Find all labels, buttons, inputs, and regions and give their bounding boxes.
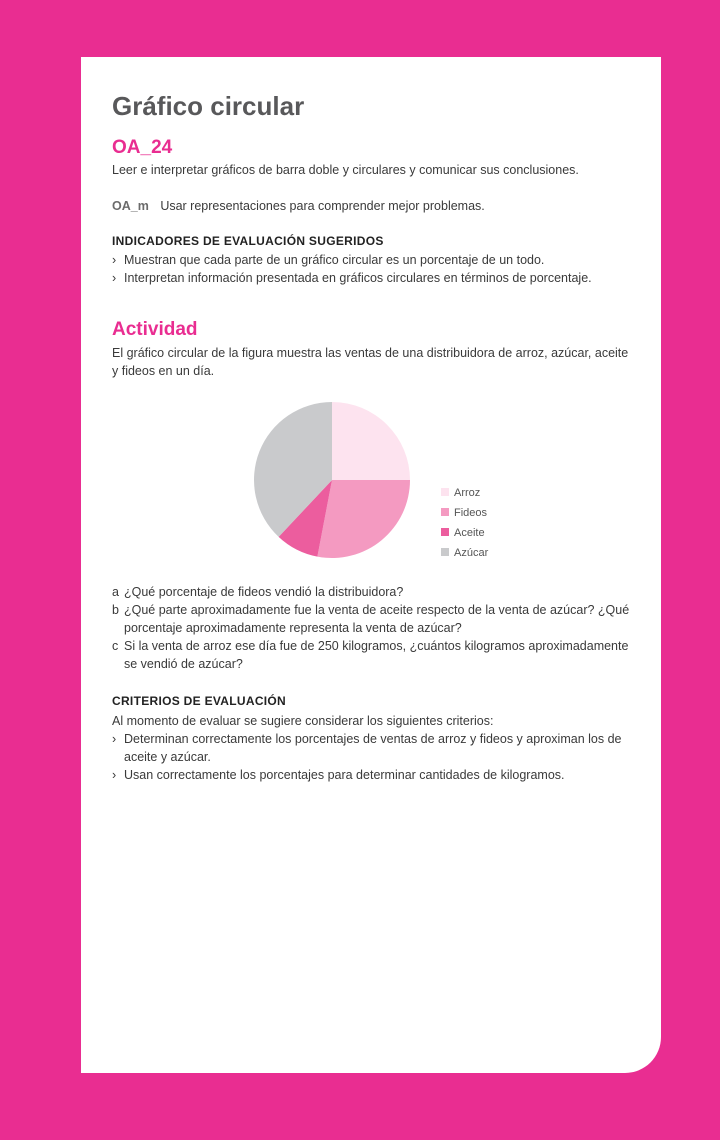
question-text: ¿Qué porcentaje de fideos vendió la distribuidora?: [124, 585, 404, 599]
question-letter: c: [112, 639, 119, 653]
questions-list: [112, 583, 637, 673]
legend-swatch: [441, 488, 449, 496]
oam-description: Usar representaciones para comprender mejor problemas.: [160, 199, 485, 213]
question-text: ¿Qué parte aproximadamente fue la venta de aceite respecto de la venta de azúcar? ¿Qué porcentaje aproximadamente representa la venta de azúcar?: [124, 603, 630, 635]
legend-swatch: [441, 528, 449, 536]
criteria-list: [112, 730, 637, 784]
question-letter: a: [112, 585, 119, 599]
legend-swatch: [441, 548, 449, 556]
question-letter: b: [112, 603, 119, 617]
page-title: Gráfico circular: [112, 91, 305, 121]
legend-swatch: [441, 508, 449, 516]
oa-code: OA_24: [112, 137, 173, 158]
pie-slice-fideos: [317, 480, 410, 558]
question-item: [112, 637, 637, 673]
indicator-text: Muestran que cada parte de un gráfico circular es un porcentaje de un todo.: [124, 253, 545, 267]
pie-slice-arroz: [332, 402, 410, 480]
question-text: Si la venta de arroz ese día fue de 250 kilogramos, ¿cuántos kilogramos aproximadamente se vendió de azúcar?: [124, 639, 629, 671]
list-item: [112, 766, 637, 784]
legend-label: Azúcar: [454, 547, 489, 559]
indicators-heading: INDICADORES DE EVALUACIÓN SUGERIDOS: [112, 234, 384, 248]
activity-heading: Actividad: [112, 319, 198, 340]
chevron-right-icon: ›: [112, 253, 117, 267]
question-item: [112, 601, 637, 637]
legend-label: Fideos: [454, 507, 488, 519]
chevron-right-icon: ›: [112, 271, 117, 285]
criteria-heading: CRITERIOS DE EVALUACIÓN: [112, 694, 287, 708]
criteria-text: Usan correctamente los porcentajes para determinar cantidades de kilogramos.: [124, 768, 565, 782]
activity-description: El gráfico circular de la figura muestra las ventas de una distribuidora de arroz, azúcar, aceite y fideos en un día.: [112, 346, 629, 378]
criteria-text: Determinan correctamente los porcentajes de ventas de arroz y fideos y aproximan los de aceite y azúcar.: [124, 732, 622, 764]
criteria-intro: Al momento de evaluar se sugiere considerar los siguientes criterios:: [112, 714, 494, 728]
legend-label: Aceite: [454, 527, 485, 539]
oam-code: OA_m: [112, 199, 149, 213]
oa-description: Leer e interpretar gráficos de barra doble y circulares y comunicar sus conclusiones.: [112, 163, 579, 177]
chevron-right-icon: ›: [112, 768, 117, 782]
pie-chart: [112, 57, 642, 577]
indicator-text: Interpretan información presentada en gráficos circulares en términos de porcentaje.: [124, 271, 592, 285]
legend-label: Arroz: [454, 487, 481, 499]
chevron-right-icon: ›: [112, 732, 117, 746]
question-item: [112, 583, 637, 601]
list-item: [112, 730, 637, 766]
page-card: [81, 57, 661, 1073]
